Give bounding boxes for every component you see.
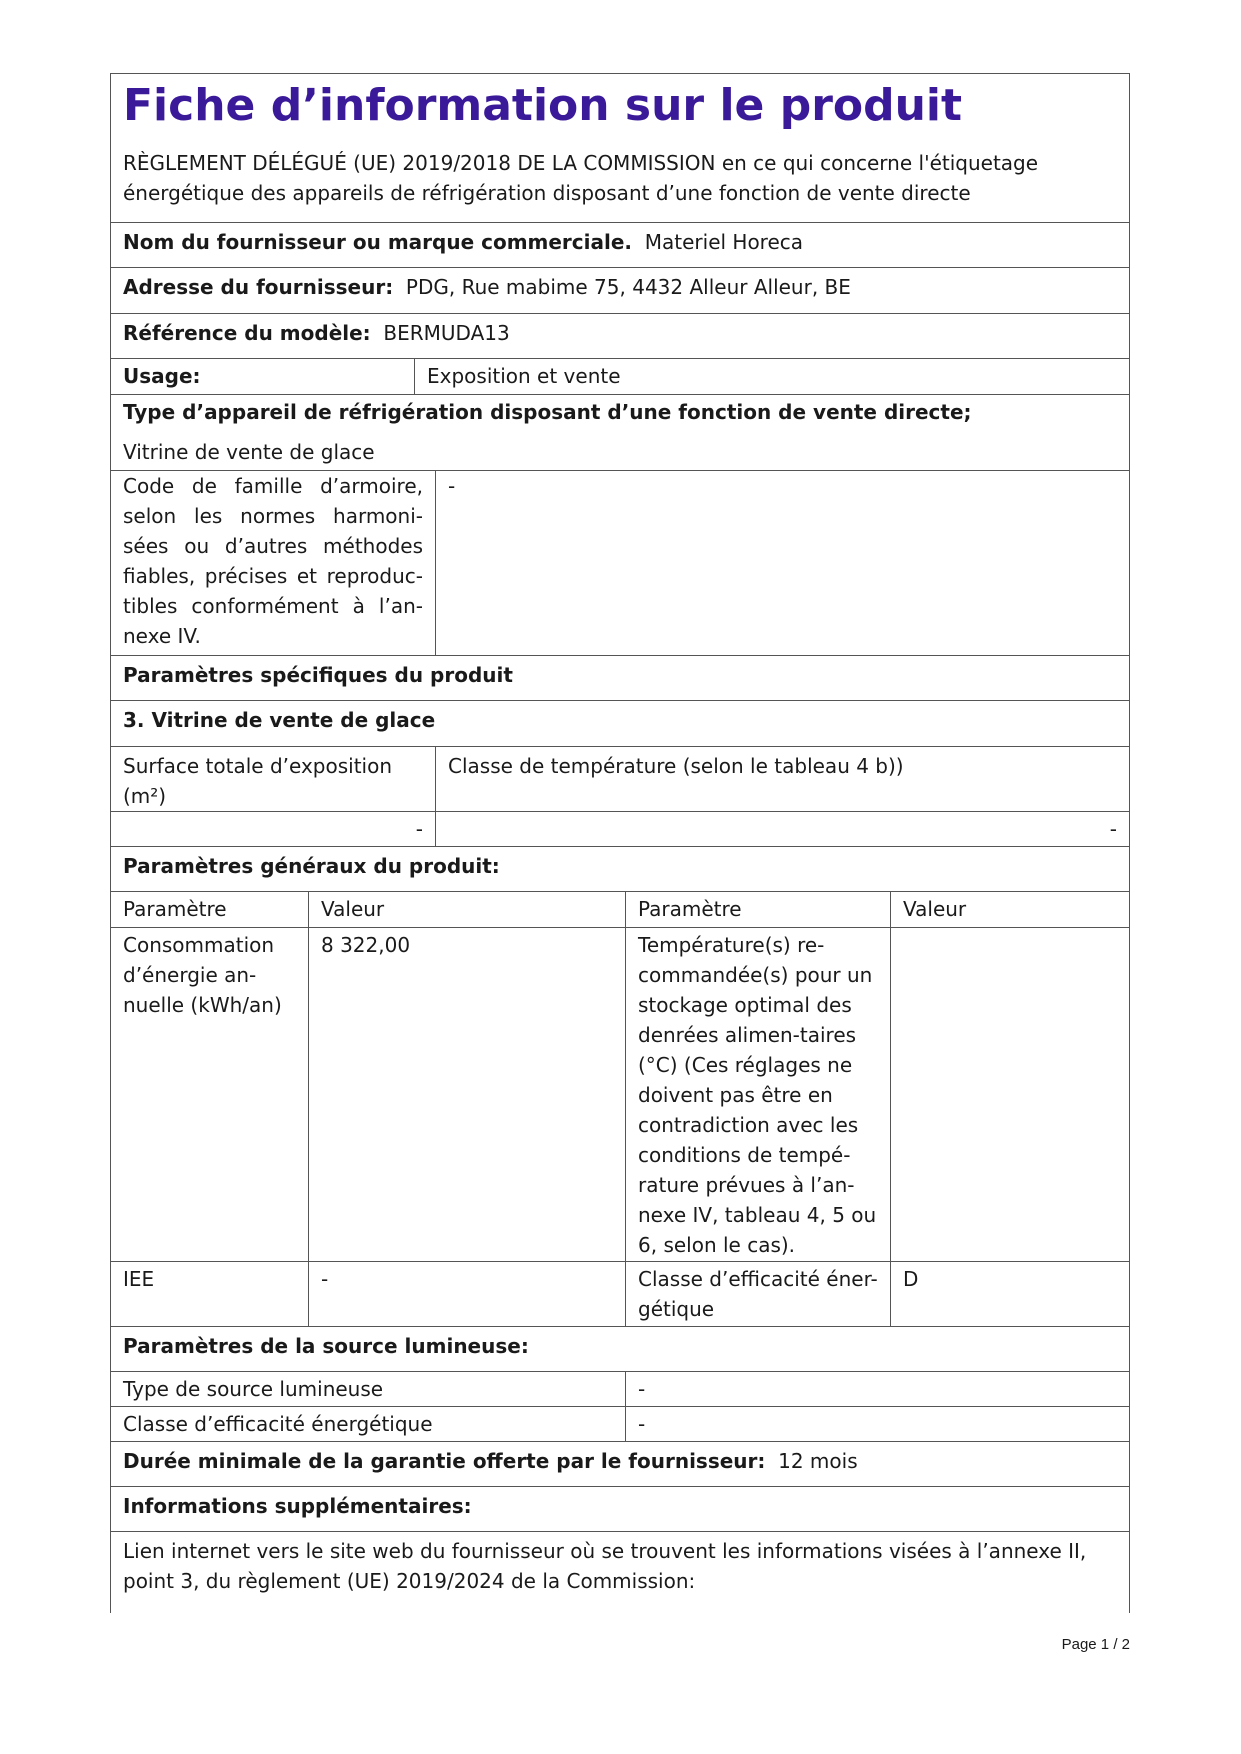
page-title: Fiche d’information sur le produit [123, 80, 963, 131]
temperature-class-label: Classe de température (selon le tableau 4 b)) [435, 747, 1129, 811]
exposure-values-row [111, 812, 1129, 847]
address-label: Adresse du fournisseur: [123, 275, 394, 299]
general-params-header-row [111, 892, 1129, 928]
additional-info-link-row [111, 1532, 1129, 1614]
title-block [111, 74, 1129, 223]
exposure-value: - [415, 817, 423, 841]
usage-value: Exposition et vente [414, 359, 1129, 394]
eei-value: - [308, 1262, 625, 1326]
specific-params-subheading: 3. Vitrine de vente de glace [123, 708, 436, 732]
light-source-type-row [111, 1372, 1129, 1407]
usage-row [111, 359, 1129, 395]
appliance-type-row [111, 395, 1129, 471]
appliance-type-value: Vitrine de vente de glace [123, 440, 375, 464]
light-source-row [111, 1327, 1129, 1372]
general-params-row-2 [111, 1262, 1129, 1327]
light-source-type-value: - [625, 1372, 1129, 1406]
light-source-class-value: - [625, 1407, 1129, 1441]
temperature-class-value: - [435, 812, 1129, 846]
product-information-sheet [110, 73, 1130, 1613]
address-row [111, 268, 1129, 314]
light-source-class-label: Classe d’efficacité énergétique [123, 1412, 433, 1436]
col-param-header: Paramètre [123, 897, 227, 921]
supplier-website-link-text: Lien internet vers le site web du fournisseur où se trouvent les informations visées à l’annexe II, point 3, du règlement (UE) 2019/2024 de la Commission: [123, 1539, 1087, 1593]
energy-class-value: D [890, 1262, 1129, 1326]
supplier-value: Materiel Horeca [644, 230, 804, 254]
supplier-label: Nom du fournisseur ou marque commerciale. [123, 230, 633, 254]
energy-consumption-label: Consommation d’énergie an-nuelle (kWh/an) [123, 933, 282, 1017]
warranty-row [111, 1442, 1129, 1487]
warranty-value: 12 mois [778, 1449, 858, 1473]
light-source-class-row [111, 1407, 1129, 1442]
recommended-temperature-label: Température(s) re-commandée(s) pour un stockage optimal des denrées alimen-taires (°C) (Ces réglages ne doivent pas être en contradiction avec les conditions de tempé-rature prévues à l’an-nexe IV, tableau 4, 5 ou 6, selon le cas). [625, 928, 890, 1261]
regulation-subtitle: RÈGLEMENT DÉLÉGUÉ (UE) 2019/2018 DE LA COMMISSION en ce qui concerne l'étiquetage énergétique des appareils de réfrigération disposant d’une fonction de vente directe [123, 151, 1039, 205]
family-code-value: - [435, 471, 1129, 655]
usage-label: Usage: [123, 364, 201, 388]
specific-params-heading: Paramètres spécifiques du produit [123, 663, 513, 687]
ice-cream-display-row [111, 701, 1129, 747]
exposure-row [111, 747, 1129, 812]
energy-consumption-value: 8 322,00 [308, 928, 625, 1261]
family-code-row [111, 471, 1129, 656]
recommended-temperature-value [890, 928, 1129, 1261]
general-params-heading: Paramètres généraux du produit: [123, 854, 500, 878]
address-value: PDG, Rue mabime 75, 4432 Alleur Alleur, BE [405, 275, 851, 299]
eei-label: IEE [123, 1267, 155, 1291]
additional-info-row [111, 1487, 1129, 1532]
specific-params-row [111, 656, 1129, 701]
additional-info-heading: Informations supplémentaires: [123, 1494, 472, 1518]
exposure-label: Surface totale d’exposition (m²) [123, 754, 393, 808]
family-code-label: Code de famille d’armoire, selon les normes harmoni-sées ou d’autres méthodes fiables, précises et reproduc-tibles conformément à l’an-nexe IV. [123, 474, 423, 648]
col-value2-header: Valeur [890, 892, 1129, 927]
page-number: Page 1 / 2 [1061, 1636, 1130, 1653]
light-source-heading: Paramètres de la source lumineuse: [123, 1334, 529, 1358]
model-row [111, 314, 1129, 359]
general-params-row [111, 847, 1129, 892]
col-value-header: Valeur [308, 892, 625, 927]
model-value: BERMUDA13 [383, 321, 510, 345]
appliance-type-label: Type d’appareil de réfrigération disposant d’une fonction de vente directe; [123, 400, 972, 424]
col-param2-header: Paramètre [625, 892, 890, 927]
supplier-row [111, 223, 1129, 268]
model-label: Référence du modèle: [123, 321, 371, 345]
warranty-label: Durée minimale de la garantie offerte par le fournisseur: [123, 1449, 766, 1473]
general-params-row-1 [111, 928, 1129, 1262]
energy-class-label: Classe d’efficacité éner-gétique [625, 1262, 890, 1326]
light-source-type-label: Type de source lumineuse [123, 1377, 384, 1401]
